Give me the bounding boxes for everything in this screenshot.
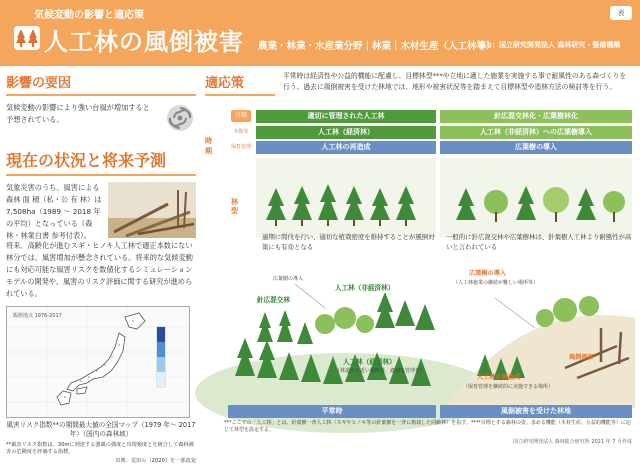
status-text-1: 気象災害のうち、風害による森林 面 積（私・公 有 林）は 7,508ha（1989 ～ 2018 年の平均）となっている（森林・林業白書 参考付表）。 xyxy=(6,183,102,240)
left-source: 出典：荒田ら（2020）を一部改変 xyxy=(115,458,196,464)
cause-text: 気候変動の影響により強い台風が増加すると予想されている。 xyxy=(6,103,150,124)
page-title: 人工林の風倒被害 xyxy=(44,28,244,56)
label-jinkorin-keizai: 人工林（経済林） xyxy=(343,358,396,366)
cause-section xyxy=(6,102,196,140)
label-hoho: 保育管理 xyxy=(228,142,254,152)
forest-type-illustration xyxy=(256,158,632,238)
cause-heading: 影響の要因 xyxy=(6,72,196,96)
label-broadleaf-intro-right: 広葉樹の導入 xyxy=(469,270,507,277)
col2-low-band: 広葉樹の導入 xyxy=(440,141,632,154)
col2-mid-band: 人工林（非経済林）への広葉樹導入 xyxy=(440,126,632,139)
label-rinso: 林型 xyxy=(231,198,238,215)
label-jinkorin-hikeizai: 人工林（非経済林） xyxy=(335,284,395,292)
left-footnote: **風害リスク指数は、30mに到達する強風の強度と出現頻度とを統合して森林被害の危険度を評価する指標。 xyxy=(6,442,194,455)
typhoon-icon xyxy=(166,104,194,132)
label-broadleaf-intro: 広葉樹の導入 xyxy=(273,276,304,282)
col1-low-band: 人工林の再造成 xyxy=(256,141,436,154)
label-jiki: 時期 xyxy=(205,137,212,155)
right-footnote: ***ここでの「人工林」とは、針葉樹一斉人工林（スギやヒノキ等の針葉樹を一斉に植栽した同齢林）を指す。****目標とする森林の姿。求める機能（木材生産、公益的機能等）に応じて林型を設定する。 xyxy=(224,420,631,433)
series-title: 気候変動の影響と適応策 xyxy=(34,10,144,21)
cooperation-credit: 協力：国立研究開発法人 森林研究・整備機構 xyxy=(478,41,621,49)
field-category: 農業・林業・水産業分野｜林業｜木材生産（人工林等） xyxy=(258,41,496,52)
label-mixed-forest: 針広混交林 xyxy=(257,296,290,304)
label-keizai-note: （林道から近い場所等、適切な管理を） xyxy=(335,368,426,374)
adaptation-heading: 適応策 xyxy=(205,72,275,96)
col1-description: 適期に間伐を行い、適切な植栽密度を維持することが風倒対策にも有効となる xyxy=(262,233,435,251)
map-title: 観測地点 1976-2017 xyxy=(13,313,62,319)
risk-map xyxy=(6,306,190,418)
adaptation-intro: 平常時は経済性や公益的機能に配慮し、目標林型***や立地に適した施業を実施する事で耐風性のある森づくりを行う。過去に風倒被害を受けた林地では、地形や被害状況等を踏まえて目標林型や造林方法の検討等を行う。 xyxy=(283,72,627,91)
label-bunrui: 分類 xyxy=(231,110,251,122)
map-caption: 風害リスク指数**の期間最大値の全国マップ（1979 年～ 2017 年）（国内の森林域） xyxy=(6,421,196,438)
label-saizosei: 人工林の再造成 xyxy=(477,374,521,381)
page-tab: 表 xyxy=(610,6,632,20)
header xyxy=(0,0,640,66)
japan-map-image xyxy=(7,307,189,417)
status-section xyxy=(6,182,196,240)
col1-mid-band: 人工林（経済林） xyxy=(256,126,436,139)
label-saizosei-note: （保育管理を継続的に実施できる場所） xyxy=(463,384,554,390)
col1-top-band: 適切に管理された人工林 xyxy=(256,110,436,123)
status-heading: 現在の状況と将来予測 xyxy=(6,148,196,176)
left-column xyxy=(6,72,196,464)
fallen-trees-image xyxy=(108,182,196,238)
status-text-2: 将来、高齢化が進むスギ・ヒノキ人工林で適正本数にない林分では、風害増加が懸念されている。将来的な気候変動にも対応可能な風害リスクを数値化するシミュレーションモデルの開発や、風害のリスク評価に関する研究が進められている。 xyxy=(6,241,193,298)
col2-description: 一般的に針広混交林や広葉樹林は、針葉樹人工林より耐風性が高いと言われている xyxy=(446,233,632,251)
label-damage: 風倒被害 xyxy=(569,354,594,361)
col2-top-band: 針広混交林化・広葉樹林化 xyxy=(440,110,632,123)
label-sakusei: 本数等 xyxy=(228,127,254,137)
tree-logo-icon xyxy=(14,26,40,50)
bottom-band-normal: 平常時 xyxy=(228,405,436,418)
landscape-illustration xyxy=(205,258,635,408)
bottom-band-damaged: 風倒被害を受けた林地 xyxy=(440,405,632,418)
label-broadleaf-note: （人工林施業の継続が難しい場所等） xyxy=(453,280,539,286)
right-column xyxy=(205,72,635,102)
credit: 国立研究開発法人 森林総合研究所 2021 年 7 月作成 xyxy=(513,439,632,445)
